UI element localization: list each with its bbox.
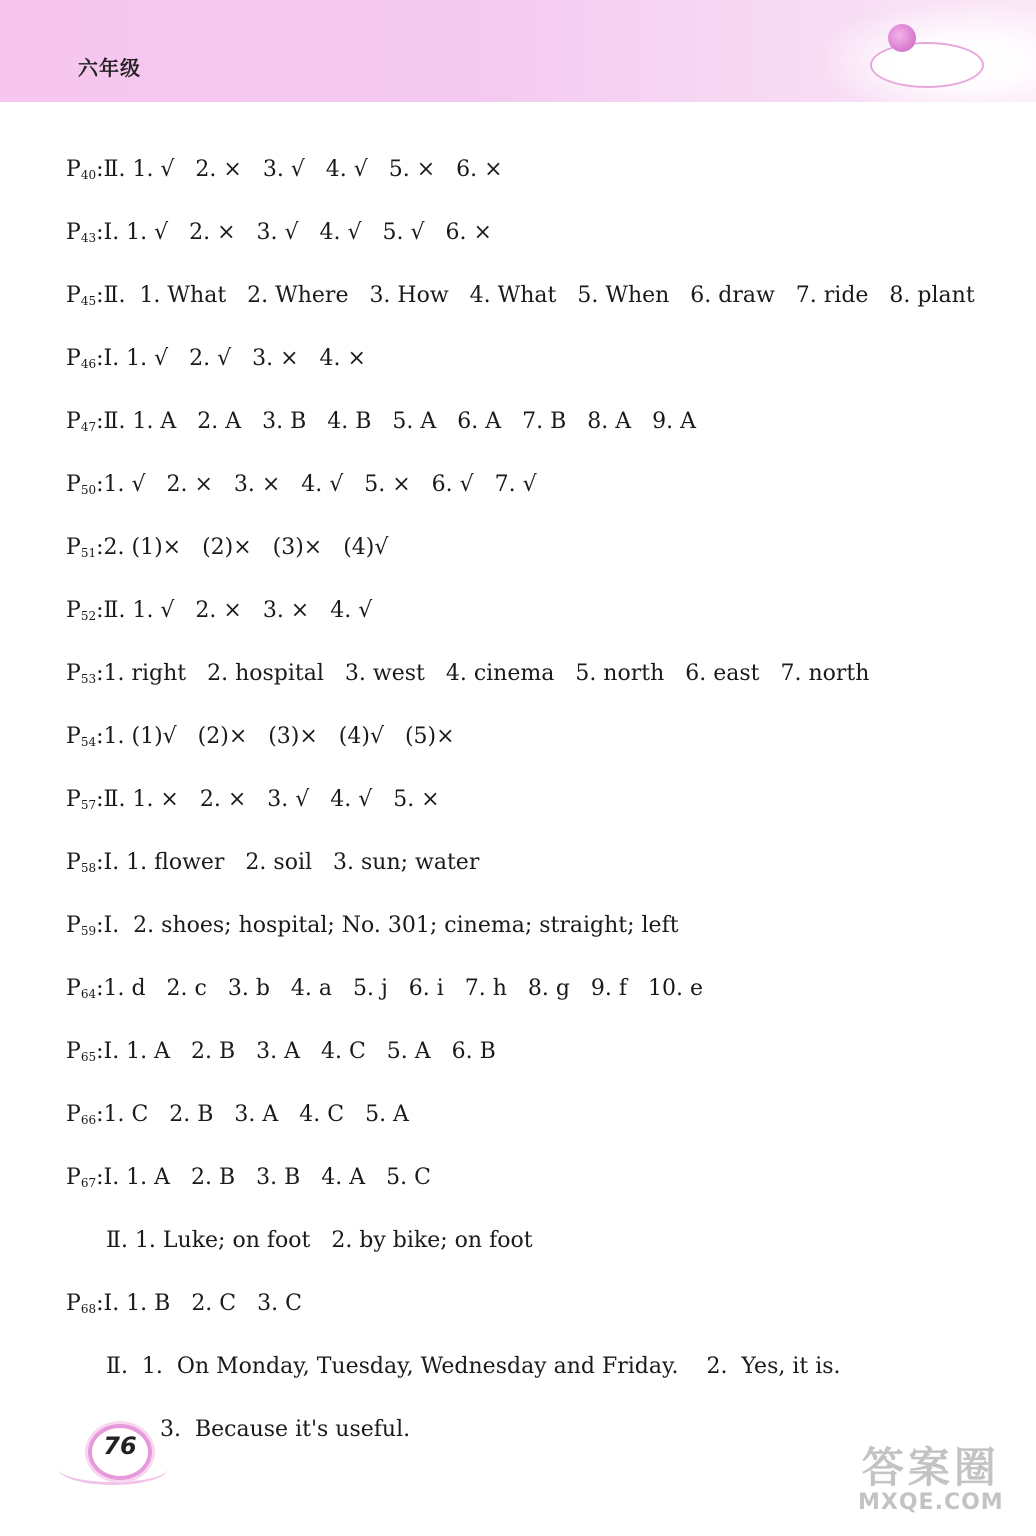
answer-text: 3. Because it's useful.	[160, 1417, 411, 1442]
answer-text: :Ⅱ. 1. √ 2. × 3. √ 4. √ 5. × 6. ×	[96, 157, 503, 182]
answer-row	[52, 254, 975, 312]
answer-row	[52, 380, 696, 438]
answer-row	[52, 1010, 496, 1068]
answer-text: :Ⅰ. 1. √ 2. × 3. √ 4. √ 5. √ 6. ×	[96, 220, 492, 245]
page-ref: $P_{64}$	[66, 976, 97, 1001]
answer-text: :Ⅰ. 1. B 2. C 3. C	[96, 1291, 302, 1316]
page-ref: $P_{45}$	[66, 283, 97, 308]
answer-row	[52, 443, 537, 501]
answer-row-continued	[92, 1325, 841, 1381]
answer-text: :2. (1)× (2)× (3)× (4)√	[96, 535, 389, 560]
answer-text: :Ⅰ. 1. A 2. B 3. A 4. C 5. A 6. B	[96, 1039, 496, 1064]
answer-row	[52, 695, 455, 753]
answer-text: :Ⅱ. 1. √ 2. × 3. × 4. √	[96, 598, 373, 623]
answer-row	[52, 317, 366, 375]
page-ref: $P_{57}$	[66, 787, 97, 812]
answer-text: :Ⅰ. 1. flower 2. soil 3. sun; water	[96, 850, 480, 875]
page-ref: $P_{52}$	[66, 598, 97, 623]
answer-text: :Ⅱ. 1. A 2. A 3. B 4. B 5. A 6. A 7. B 8. A 9. A	[96, 409, 696, 434]
watermark-url: MXQE.COM	[858, 1490, 1004, 1515]
answer-row	[52, 506, 388, 564]
page-number: 76	[103, 1432, 137, 1460]
answer-text: :1. C 2. B 3. A 4. C 5. A	[96, 1102, 409, 1127]
page-ref: $P_{50}$	[66, 472, 97, 497]
answer-text: :Ⅰ. 1. A 2. B 3. B 4. A 5. C	[96, 1165, 431, 1190]
watermark	[858, 1443, 1004, 1515]
answer-row	[52, 821, 479, 879]
answer-row	[52, 1073, 409, 1131]
answer-row-continued	[92, 1199, 533, 1255]
page-ref: $P_{59}$	[66, 913, 97, 938]
answer-text: :1. (1)√ (2)× (3)× (4)√ (5)×	[96, 724, 455, 749]
page-ref: $P_{43}$	[66, 220, 97, 245]
page-ref: $P_{66}$	[66, 1102, 97, 1127]
page-ref: $P_{51}$	[66, 535, 97, 560]
page-ref: $P_{40}$	[66, 157, 97, 182]
answer-text: :Ⅰ. 1. √ 2. √ 3. × 4. ×	[96, 346, 366, 371]
answer-text: Ⅱ. 1. Luke; on foot 2. by bike; on foot	[106, 1228, 533, 1253]
answer-row	[52, 128, 503, 186]
page-ref: $P_{65}$	[66, 1039, 97, 1064]
watermark-logo-text: 答案圈	[861, 1443, 1000, 1492]
answer-text: :Ⅱ. 1. What 2. Where 3. How 4. What 5. When 6. draw 7. ride 8. plant	[96, 283, 975, 308]
page-ref: $P_{46}$	[66, 346, 97, 371]
answer-text: Ⅱ. 1. On Monday, Tuesday, Wednesday and Friday. 2. Yes, it is.	[106, 1354, 841, 1379]
answer-row	[52, 884, 679, 942]
page-ref: $P_{53}$	[66, 661, 97, 686]
answer-row	[52, 947, 703, 1005]
page-ref: $P_{54}$	[66, 724, 97, 749]
answer-text: :Ⅰ. 2. shoes; hospital; No. 301; cinema; straight; left	[96, 913, 679, 938]
answer-text: :1. right 2. hospital 3. west 4. cinema 5. north 6. east 7. north	[96, 661, 870, 686]
answer-row	[52, 191, 492, 249]
answer-text: :Ⅱ. 1. × 2. × 3. √ 4. √ 5. ×	[96, 787, 440, 812]
page-ref: $P_{67}$	[66, 1165, 97, 1190]
answer-row	[52, 1136, 431, 1194]
answer-row	[52, 1262, 302, 1320]
grade-label: 六年级	[78, 56, 141, 80]
page-ref: $P_{58}$	[66, 850, 97, 875]
page-ref: $P_{47}$	[66, 409, 97, 434]
answer-text: :1. √ 2. × 3. × 4. √ 5. × 6. √ 7. √	[96, 472, 537, 497]
answer-row-continued	[146, 1388, 410, 1444]
cloud-icon	[870, 42, 984, 88]
answer-text: :1. d 2. c 3. b 4. a 5. j 6. i 7. h 8. g 9. f 10. e	[96, 976, 704, 1001]
page-ref: $P_{68}$	[66, 1291, 97, 1316]
answer-row	[52, 632, 869, 690]
answer-row	[52, 758, 440, 816]
answer-row	[52, 569, 372, 627]
bubble-icon	[888, 24, 916, 52]
